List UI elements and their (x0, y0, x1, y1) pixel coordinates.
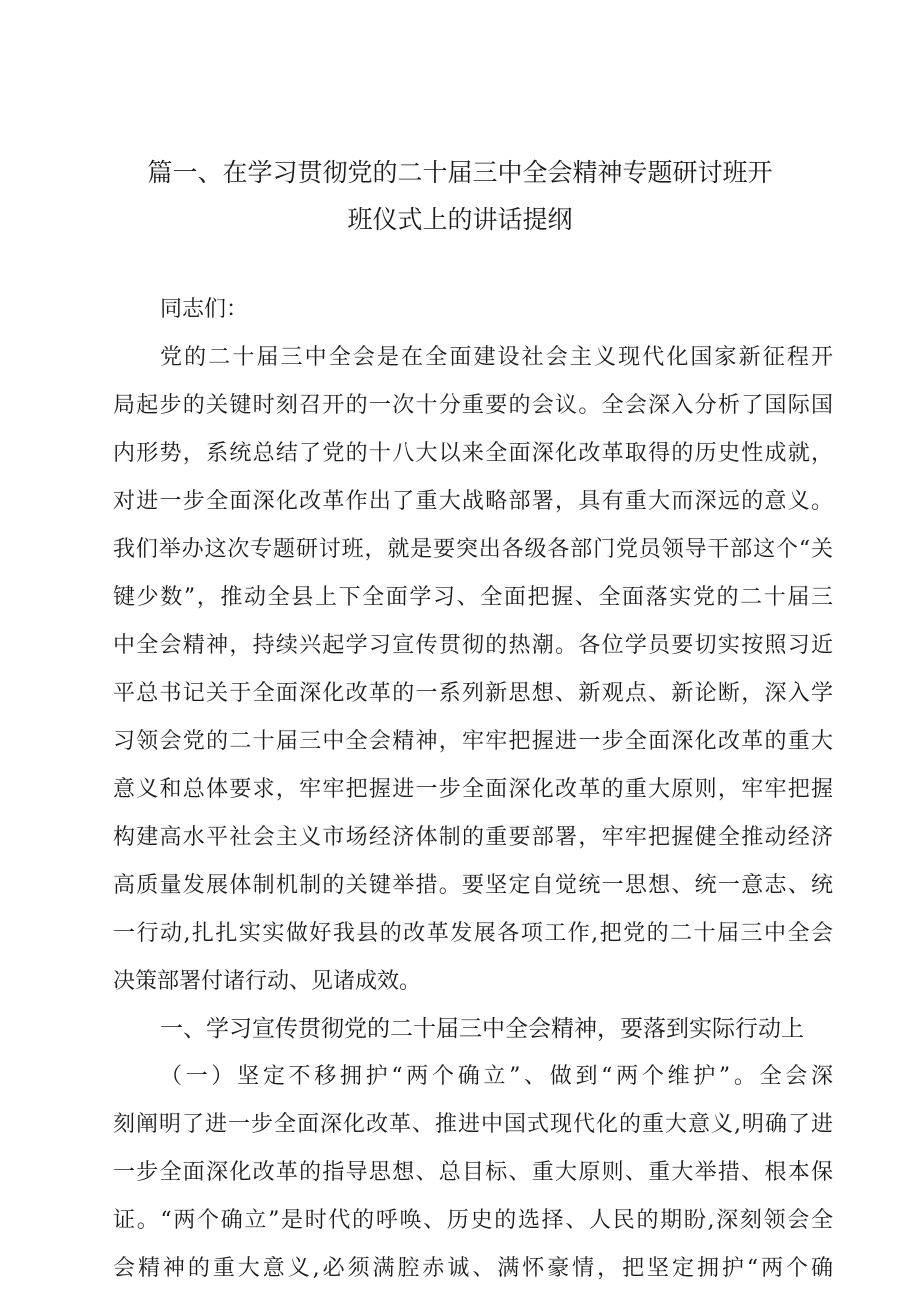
paragraph-line: 内形势，系统总结了党的十八大以来全面深化改革取得的历史性成就， (113, 441, 833, 466)
paragraph-line: 一步全面深化改革的指导思想、总目标、重大原则、重大举措、根本保 (113, 1160, 833, 1185)
paragraph-line: 一行动,扎扎实实做好我县的改革发展各项工作,把党的二十届三中全会 (113, 921, 833, 946)
paragraph-line: 习领会党的二十届三中全会精神，牢牢把握进一步全面深化改革的重大 (113, 729, 833, 754)
paragraph-line: 意义和总体要求，牢牢把握进一步全面深化改革的重大原则，牢牢把握 (113, 777, 833, 802)
document-title-line-2: 班仪式上的讲话提纲 (347, 205, 573, 234)
paragraph-line: 刻阐明了进一步全面深化改革、推进中国式现代化的重大意义,明确了进 (113, 1112, 833, 1137)
paragraph-line: 构建高水平社会主义市场经济体制的重要部署，牢牢把握健全推动经济 (113, 825, 833, 850)
paragraph-line: 对进一步全面深化改革作出了重大战略部署，具有重大而深远的意义。 (113, 489, 833, 514)
document-title-line-1: 篇一、在学习贯彻党的二十届三中全会精神专题研讨班开 (147, 158, 773, 187)
paragraph-line: 党的二十届三中全会是在全面建设社会主义现代化国家新征程开 (160, 345, 833, 370)
paragraph-line: 局起步的关键时刻召开的一次十分重要的会议。全会深入分析了国际国 (113, 393, 833, 418)
paragraph-line: 证。“两个确立”是时代的呼唤、历史的选择、人民的期盼,深刻领会全 (113, 1208, 833, 1233)
section-heading-1: 一、学习宣传贯彻党的二十届三中全会精神，要落到实际行动上 (160, 1016, 804, 1042)
paragraph-line: 平总书记关于全面深化改革的一系列新思想、新观点、新论断，深入学 (113, 681, 833, 706)
paragraph-line: （一）坚定不移拥护“两个确立”、做到“两个维护”。全会深 (160, 1064, 833, 1089)
paragraph-line: 中全会精神，持续兴起学习宣传贯彻的热潮。各位学员要切实按照习近 (113, 633, 833, 658)
paragraph-line: 决策部署付诸行动、见诸成效。 (113, 969, 422, 994)
salutation: 同志们： (160, 297, 249, 322)
paragraph-line: 我们举办这次专题研讨班，就是要突出各级各部门党员领导干部这个“关 (113, 537, 833, 562)
paragraph-line: 键少数”，推动全县上下全面学习、全面把握、全面落实党的二十届三 (113, 585, 833, 610)
paragraph-line: 会精神的重大意义,必须满腔赤诚、满怀豪情，把坚定拥护“两个确 (113, 1256, 833, 1281)
paragraph-line: 高质量发展体制机制的关键举措。要坚定自觉统一思想、统一意志、统 (113, 873, 833, 898)
